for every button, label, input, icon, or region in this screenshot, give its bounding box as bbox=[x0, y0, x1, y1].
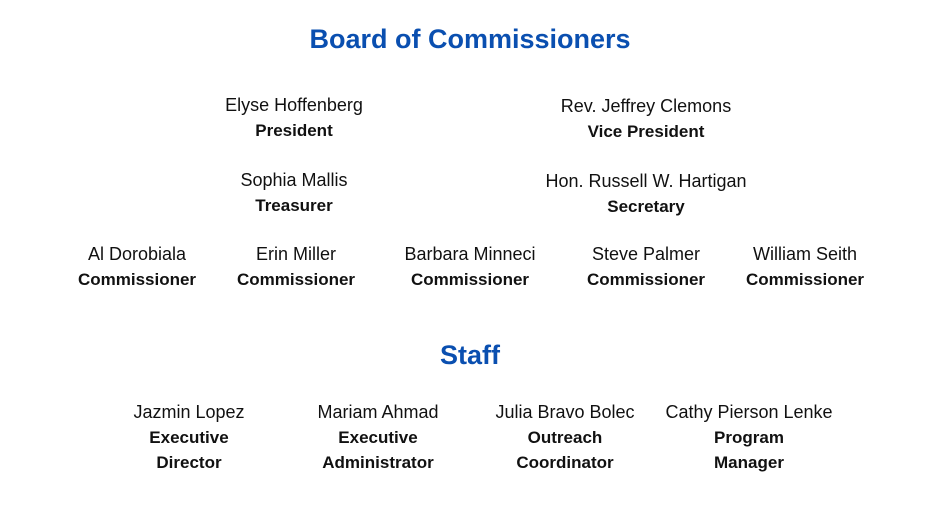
staff-member-card bbox=[665, 400, 832, 475]
staff-title: Staff bbox=[440, 340, 500, 370]
person-role: Outreach Coordinator bbox=[516, 428, 614, 472]
officer-president bbox=[225, 93, 363, 143]
commissioner-card bbox=[746, 242, 864, 292]
commissioner-card bbox=[237, 242, 355, 292]
board-title: Board of Commissioners bbox=[309, 24, 631, 54]
person-role: Executive Director bbox=[149, 428, 229, 472]
commissioner-card bbox=[404, 242, 535, 292]
commissioner-card bbox=[78, 242, 196, 292]
person-name: Rev. Jeffrey Clemons bbox=[560, 96, 732, 116]
person-name: Sophia Mallis bbox=[240, 170, 348, 190]
officer-treasurer bbox=[240, 168, 347, 218]
person-name: Hon. Russell W. Hartigan bbox=[545, 171, 747, 191]
person-name: Barbara Minneci bbox=[404, 244, 536, 264]
person-name: Julia Bravo Bolec bbox=[495, 402, 635, 422]
person-role: Commissioner bbox=[77, 270, 197, 289]
person-name: Erin Miller bbox=[255, 244, 336, 264]
person-role: Executive Administrator bbox=[322, 428, 434, 472]
person-role: Commissioner bbox=[745, 270, 865, 289]
person-role: Commissioner bbox=[586, 270, 706, 289]
staff-member-card bbox=[124, 400, 254, 475]
officer-vice-president bbox=[561, 94, 731, 144]
person-role: Vice President bbox=[587, 122, 705, 141]
staff-member-card bbox=[495, 400, 634, 475]
person-role: Program Manager bbox=[714, 428, 784, 472]
person-name: Mariam Ahmad bbox=[317, 402, 439, 422]
person-role: Commissioner bbox=[236, 270, 356, 289]
staff-member-card bbox=[313, 400, 443, 475]
person-name: Al Dorobiala bbox=[87, 244, 187, 264]
person-name: Steve Palmer bbox=[591, 244, 701, 264]
person-name: Elyse Hoffenberg bbox=[225, 95, 363, 115]
person-name: Cathy Pierson Lenke bbox=[665, 402, 833, 422]
commissioner-card bbox=[587, 242, 705, 292]
person-role: President bbox=[255, 121, 333, 140]
person-role: Secretary bbox=[607, 197, 685, 216]
person-role: Treasurer bbox=[255, 196, 333, 215]
person-role: Commissioner bbox=[410, 270, 530, 289]
person-name: Jazmin Lopez bbox=[133, 402, 245, 422]
person-name: William Seith bbox=[752, 244, 858, 264]
officer-secretary bbox=[545, 169, 746, 219]
